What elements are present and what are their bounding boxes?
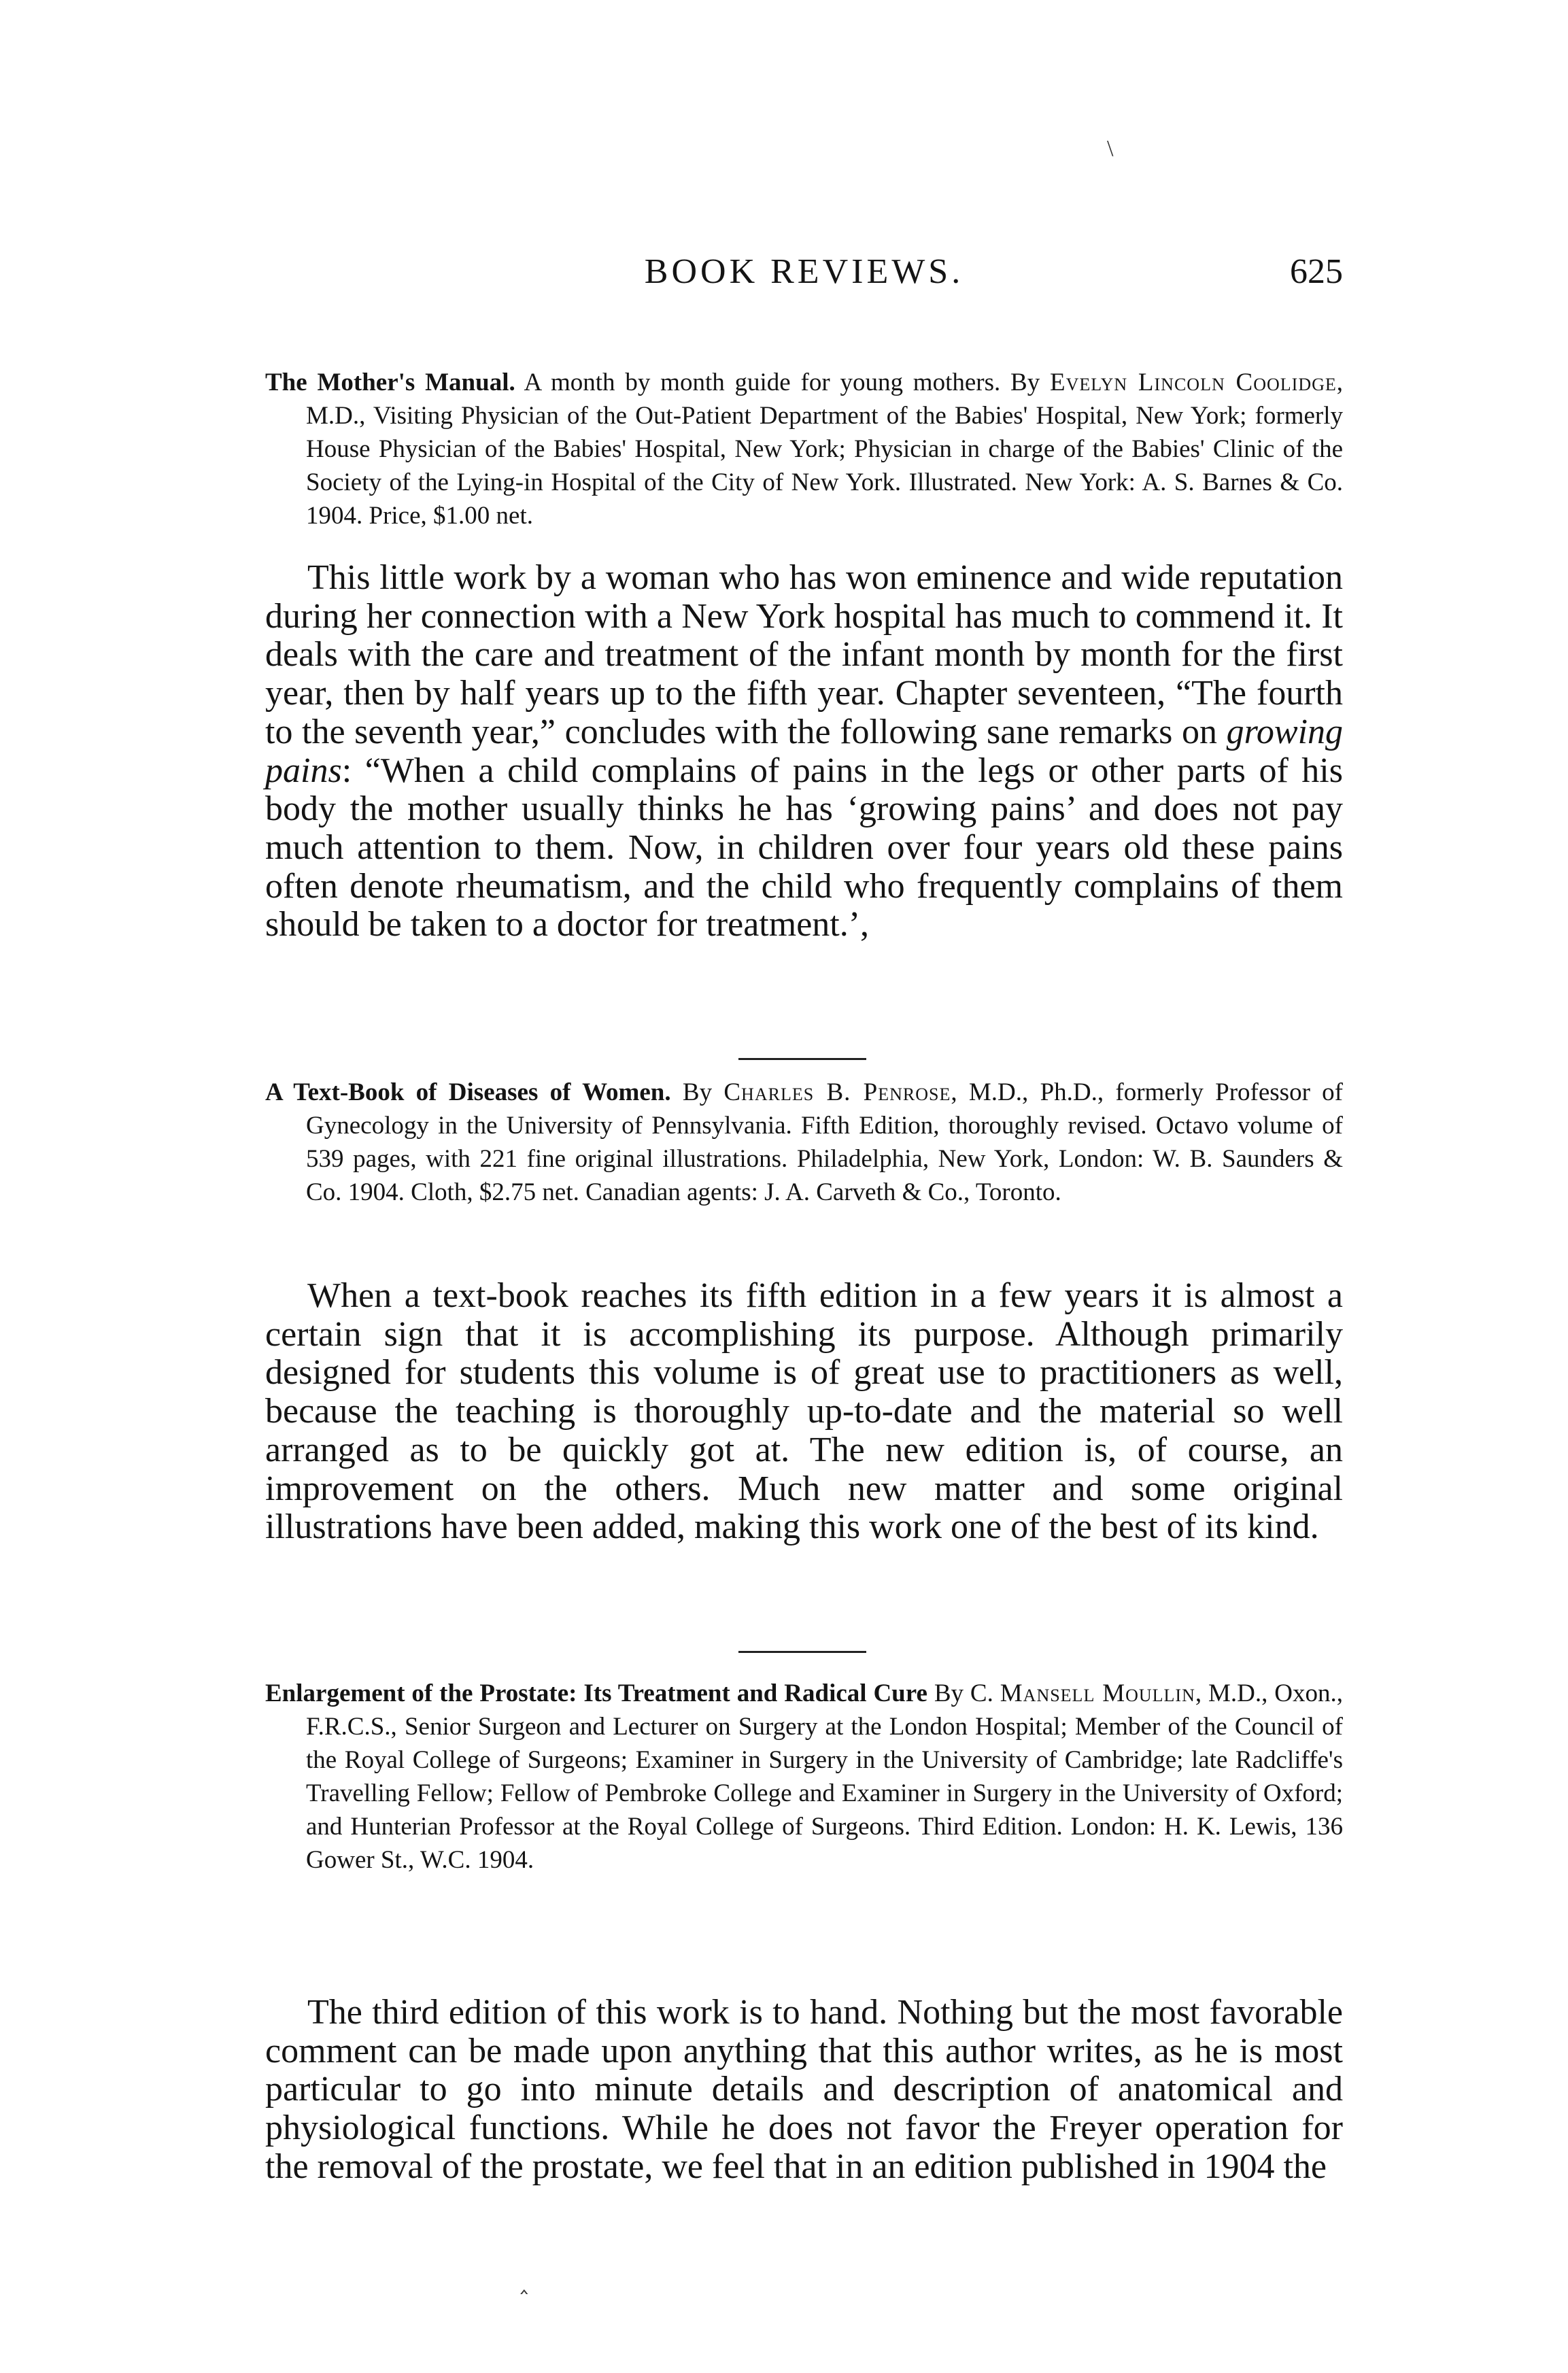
citation-diseases-of-women <box>265 1076 1343 1209</box>
page-header <box>265 252 1343 306</box>
author-name: Mansell Moullin <box>1000 1679 1195 1707</box>
book-title: The Mother's Manual. <box>265 369 515 396</box>
author-name: Evelyn Lincoln Coolidge <box>1050 369 1337 396</box>
page-number: 625 <box>1290 252 1343 291</box>
review-diseases-of-women: When a text-book reaches its fifth edition in a few years it is almost a certain sign that it is accomplishing its purpose. Although primarily designed for students this volume is of great use to practitioners as well, because the teaching is thoroughly up-to-date and the material so well arranged as to be quickly got at. The new edition is, of course, an improvement on the others. Much new matter and some original illustrations have been added, making this work one of the best of its kind. <box>265 1276 1343 1547</box>
citation-mothers-manual <box>265 366 1343 532</box>
review-emphasis: growing pains <box>265 712 1344 790</box>
citation-details: , M.D., Ph.D., formerly Professor of Gynecology in the University of Pennsylvania. Fifth Edition, thoroughly revised. Octavo volume of 539 pages, with 221 fine original illustrations. Philadelphia, New York, London: W. B. Saunders & Co. 1904. Cloth, $2.75 net. Canadian agents: J. A. Carveth & Co., Toronto. <box>306 1078 1344 1206</box>
book-title: A Text-Book of Diseases of Women. <box>265 1078 671 1106</box>
section-divider <box>738 1058 866 1060</box>
citation-details: , M.D., Oxon., F.R.C.S., Senior Surgeon and Lecturer on Surgery at the London Hospital; Member of the Council of the Royal College of Surgeons; Examiner in Surgery in the University of Cambridge; late Radcliffe's Travelling Fellow; Fellow of Pembroke College and Examiner in Surgery in the University of Oxford; and Hunterian Professor at the Royal College of Surgeons. Third Edition. London: H. K. Lewis, 136 Gower St., W.C. 1904. <box>306 1679 1344 1874</box>
citation-details: , M.D., Visiting Physician of the Out-Patient Department of the Babies' Hospital, New York; formerly House Physician of the Babies' Hospital, New York; Physician in charge of the Babies' Clinic of the Society of the Lying-in Hospital of the City of New York. Illustrated. New York: A. S. Barnes & Co. 1904. Price, $1.00 net. <box>306 369 1343 530</box>
stray-ink-mark: \ <box>1107 136 1114 161</box>
citation-text: By C. <box>934 1679 993 1707</box>
running-title: BOOK REVIEWS. <box>644 252 964 291</box>
footer-mark: ‸ <box>520 2269 528 2294</box>
citation-text: By <box>682 1078 713 1106</box>
section-divider <box>738 1651 866 1653</box>
review-enlargement-prostate: The third edition of this work is to hand. Nothing but the most favorable comment can be made upon anything that this author writes, as he is most particular to go into minute details and description of anatomical and physiological functions. While he does not favor the Freyer operation for the removal of the prostate, we feel that in an edition published in 1904 the <box>265 1993 1343 2186</box>
citation-enlargement-prostate <box>265 1677 1343 1877</box>
author-name: Charles B. Penrose <box>723 1078 951 1106</box>
review-mothers-manual <box>265 559 1343 944</box>
review-text-continued: : “When a child complains of pains in the legs or other parts of his body the mother usually thinks he has ‘growing pains’ and does not pay much attention to them. Now, in children over four years old these pains often denote rheumatism, and the child who frequently complains of them should be taken to a doctor for treatment.’, <box>265 751 1343 944</box>
review-text: This little work by a woman who has won eminence and wide reputation during her connection with a New York hospital has much to commend it. It deals with the care and treatment of the infant month by month for the first year, then by half years up to the fifth year. Chapter seventeen, “The fourth to the seventh year,” concludes with the following sane remarks on <box>265 558 1343 751</box>
book-title: Enlargement of the Prostate: Its Treatment and Radical Cure <box>265 1679 927 1707</box>
citation-text: A month by month guide for young mothers. By <box>524 369 1040 396</box>
